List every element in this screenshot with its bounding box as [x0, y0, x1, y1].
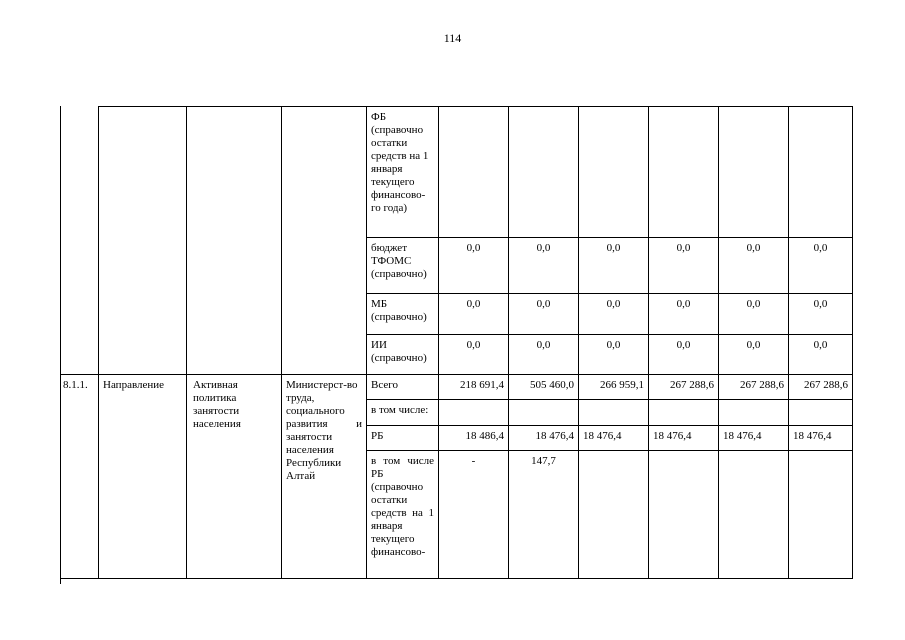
value-cell: [649, 451, 719, 579]
page-number: 114: [443, 31, 462, 45]
value-cell: 18 476,4: [719, 426, 789, 451]
value-cell: 18 476,4: [579, 426, 649, 451]
value-cell: 0,0: [649, 238, 719, 294]
value-cell: 18 476,4: [509, 426, 579, 451]
value-cell: 0,0: [439, 294, 509, 335]
source-cell: МБ (справочно): [367, 294, 439, 335]
value-cell: [579, 107, 649, 238]
value-cell: 266 959,1: [579, 375, 649, 400]
value-cell: [509, 107, 579, 238]
value-cell: 505 460,0: [509, 375, 579, 400]
type-cell-empty: [99, 107, 187, 375]
value-cell: 0,0: [789, 238, 853, 294]
table-row: [61, 107, 853, 238]
source-cell: бюджет ТФОМС (справочно): [367, 238, 439, 294]
value-cell: 0,0: [509, 238, 579, 294]
value-cell: [579, 400, 649, 426]
value-cell: [439, 107, 509, 238]
value-cell: 18 476,4: [789, 426, 853, 451]
table-row: [61, 375, 853, 400]
value-cell: [439, 400, 509, 426]
value-cell: 0,0: [439, 238, 509, 294]
value-cell: 0,0: [579, 238, 649, 294]
value-cell: [649, 107, 719, 238]
value-cell: 0,0: [509, 294, 579, 335]
source-cell: в том числе РБ (справочно остатки средств на 1 января текущего финансово-: [367, 451, 439, 579]
value-cell: [719, 400, 789, 426]
item-code: 8.1.1.: [61, 375, 99, 579]
source-cell: РБ: [367, 426, 439, 451]
value-cell: 0,0: [509, 335, 579, 375]
executor-cell-empty: [282, 107, 367, 375]
source-cell: Всего: [367, 375, 439, 400]
source-cell: ИИ (справочно): [367, 335, 439, 375]
value-cell: [789, 451, 853, 579]
value-cell: [509, 400, 579, 426]
value-cell: 147,7: [509, 451, 579, 579]
value-cell: [719, 107, 789, 238]
value-cell: 0,0: [579, 335, 649, 375]
budget-table: [60, 106, 853, 579]
value-cell: 218 691,4: [439, 375, 509, 400]
item-name: Активная политика занятости населения: [187, 375, 282, 579]
value-cell: 0,0: [719, 335, 789, 375]
value-cell: -: [439, 451, 509, 579]
value-cell: [789, 107, 853, 238]
value-cell: [719, 451, 789, 579]
value-cell: 18 476,4: [649, 426, 719, 451]
value-cell: [579, 451, 649, 579]
item-type: Направление: [99, 375, 187, 579]
value-cell: 0,0: [789, 335, 853, 375]
value-cell: [789, 400, 853, 426]
value-cell: [649, 400, 719, 426]
value-cell: 18 486,4: [439, 426, 509, 451]
value-cell: 0,0: [789, 294, 853, 335]
value-cell: 0,0: [649, 294, 719, 335]
value-cell: 0,0: [579, 294, 649, 335]
value-cell: 267 288,6: [789, 375, 853, 400]
value-cell: 267 288,6: [649, 375, 719, 400]
item-executor: Министерст-во труда, социального развития и занятости населения Республики Алтай: [282, 375, 367, 579]
name-cell-empty: [187, 107, 282, 375]
value-cell: 0,0: [649, 335, 719, 375]
code-cell-empty: [61, 107, 99, 375]
value-cell: 0,0: [719, 294, 789, 335]
source-cell: ФБ (справочно остатки средств на 1 января текущего финансово-го года): [367, 107, 439, 238]
value-cell: 0,0: [719, 238, 789, 294]
value-cell: 267 288,6: [719, 375, 789, 400]
value-cell: 0,0: [439, 335, 509, 375]
source-cell: в том числе:: [367, 400, 439, 426]
